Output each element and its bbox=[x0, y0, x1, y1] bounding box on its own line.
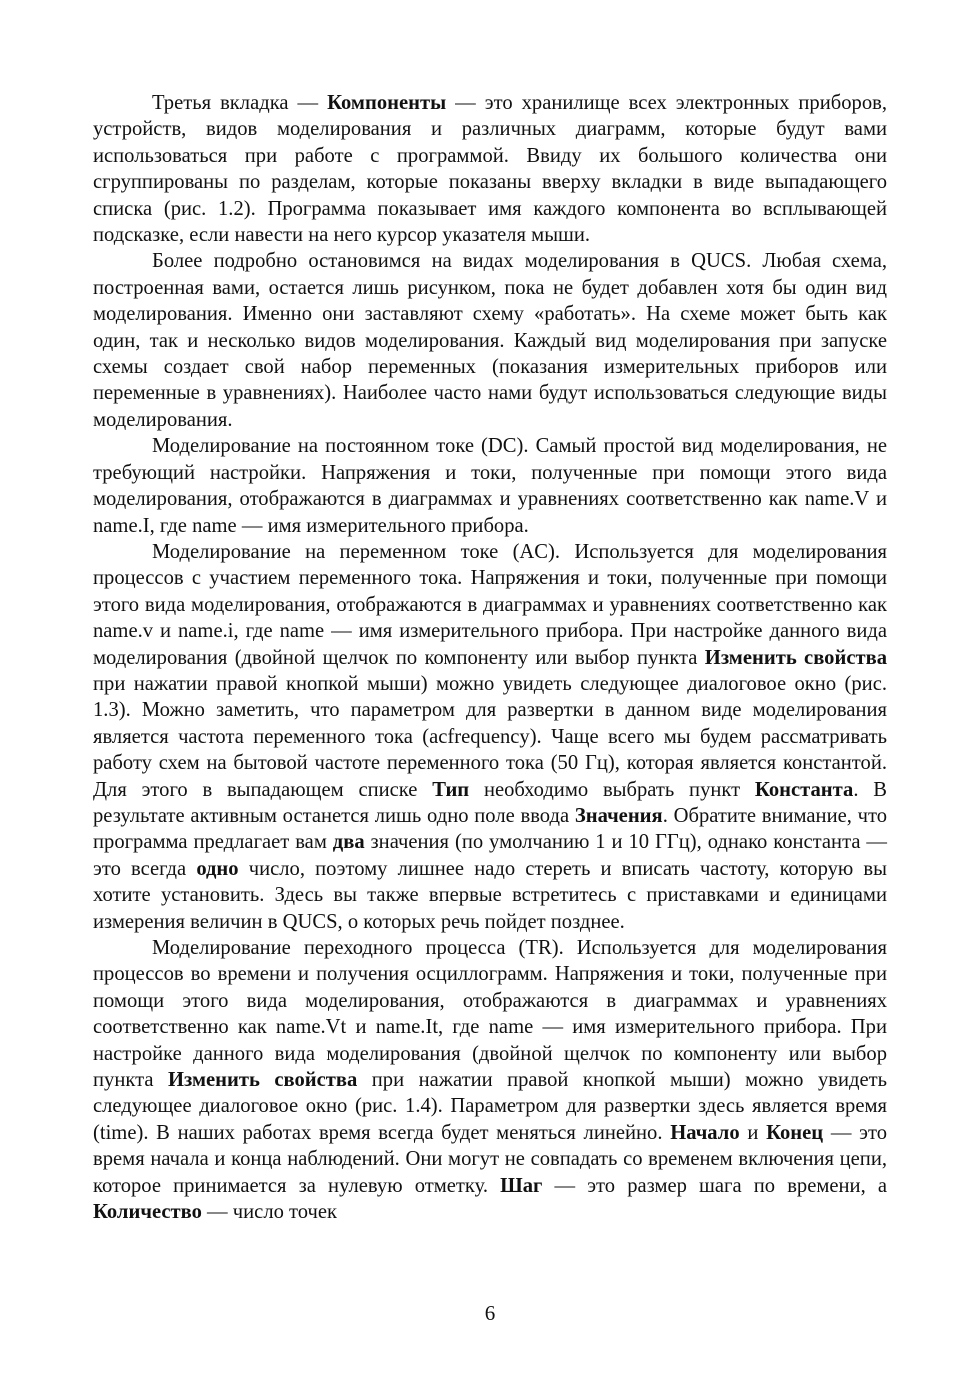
paragraph-dc-simulation bbox=[93, 433, 887, 539]
text-run: — это время начала и конца наблюдений. Они могут не совпадать со временем включения цепи, которое принимается за нулевую отметку. bbox=[93, 1121, 887, 1197]
text-run: Третья вкладка — bbox=[152, 92, 328, 114]
text-run: . Обратите внимание, что программа предлагает вам bbox=[93, 804, 887, 854]
text-run: Более подробно остановимся на видах моделирования в QUCS. Любая схема, построенная вами, остается лишь рисунком, пока не будет добавлен хотя бы один вид моделирования. Именно они заставляют схему «работать». На схеме может быть как один, так и несколько видов моделирования. Каждый вид моделирования при запуске схемы создает свой набор переменных (показания измерительных приборов или переменные в уравнениях). Наиболее часто нами будут использоваться следующие виды моделирования. bbox=[93, 250, 887, 431]
bold-term-step: Шаг bbox=[500, 1174, 543, 1197]
bold-term-components: Компоненты bbox=[327, 92, 447, 114]
text-run: необходимо выбрать пункт bbox=[469, 778, 755, 801]
paragraph-ac-simulation bbox=[93, 539, 887, 935]
bold-term-edit-properties: Изменить свойства bbox=[704, 646, 888, 669]
text-run: при нажатии правой кнопкой мыши) можно увидеть следующее диалоговое окно (рис. 1.3). Можно заметить, что параметром для развертки в данном виде моделирования является частота переменного тока (acfrequency). Чаще всего мы будем рассматривать работу схем на бытовой частоте переменного тока (50 Гц), которая является константой. Для этого в выпадающем списке bbox=[93, 672, 887, 801]
bold-term-two: два bbox=[332, 831, 365, 854]
text-run: — это размер шага по времени, а bbox=[542, 1174, 887, 1197]
bold-term-edit-properties: Изменить свойства bbox=[167, 1069, 358, 1092]
paragraph-simulation-types bbox=[93, 248, 887, 433]
text-run: число, поэтому лишнее надо стереть и вписать частоту, которую вы хотите установить. Здесь вы также впервые встретитесь с приставками и единицами измерения величин в QUCS, о которых речь пойдет позднее. bbox=[93, 857, 887, 933]
text-run: значения (по умолчанию 1 и 10 ГГц), однако константа — это всегда bbox=[93, 831, 887, 880]
text-run: Моделирование на постоянном токе (DC). Самый простой вид моделирования, не требующий настройки. Напряжения и токи, полученные при помощи этого вида моделирования, отображаются в диаграммах и уравнениях соответственно как name.V и name.I, где name — имя измерительного прибора. bbox=[93, 435, 887, 537]
text-run: при нажатии правой кнопкой мыши) можно увидеть следующее диалоговое окно (рис. 1.4). Параметром для развертки здесь является время (time). В наших работах время всегда будет меняться линейно. bbox=[93, 1069, 887, 1144]
bold-term-start: Начало bbox=[670, 1121, 740, 1144]
bold-term-one: одно bbox=[196, 857, 239, 880]
paragraph-components-tab bbox=[93, 90, 887, 248]
bold-term-count: Количество bbox=[93, 1201, 202, 1224]
text-run: — число точек bbox=[201, 1201, 338, 1224]
text-run: и bbox=[739, 1121, 767, 1144]
text-run: — это хранилище всех электронных приборов, устройств, видов моделирования и различных диаграмм, которые будут вами использоваться при работе с программой. Ввиду их большого количества они сгруппированы по разделам, которые показаны вверху вкладки в виде выпадающего списка (рис. 1.2). Программа показывает имя каждого компонента во всплывающей подсказке, если навести на него курсор указателя мыши. bbox=[93, 92, 887, 247]
page-number: 6 bbox=[484, 1301, 496, 1325]
text-run: Моделирование на переменном токе (AC). Используется для моделирования процессов с участием переменного тока. Напряжения и токи, полученные при помощи этого вида моделирования, отображаются в диаграммах и уравнениях соответственно как name.v и name.i, где name — имя измерительного прибора. При настройке данного вида моделирования (двойной щелчок по компоненту или выбор пункта bbox=[93, 540, 887, 669]
bold-term-stop: Конец bbox=[766, 1121, 824, 1144]
paragraph-transient-simulation bbox=[93, 935, 887, 1225]
bold-term-constant: Константа bbox=[754, 778, 854, 801]
bold-term-type: Тип bbox=[432, 778, 470, 801]
page-body bbox=[93, 90, 887, 1225]
text-run: . В результате активным останется лишь одно поле ввода bbox=[93, 778, 887, 827]
bold-term-values: Значения bbox=[574, 804, 663, 827]
text-run: Моделирование переходного процесса (TR). Используется для моделирования процессов во времени и получения осциллограмм. Напряжения и токи, полученные при помощи этого вида моделирования, отображаются в диаграммах и уравнениях соответственно как name.Vt и name.It, где name — имя измерительного прибора. При настройке данного вида моделирования (двойной щелчок по компоненту или выбор пункта bbox=[93, 937, 887, 1092]
